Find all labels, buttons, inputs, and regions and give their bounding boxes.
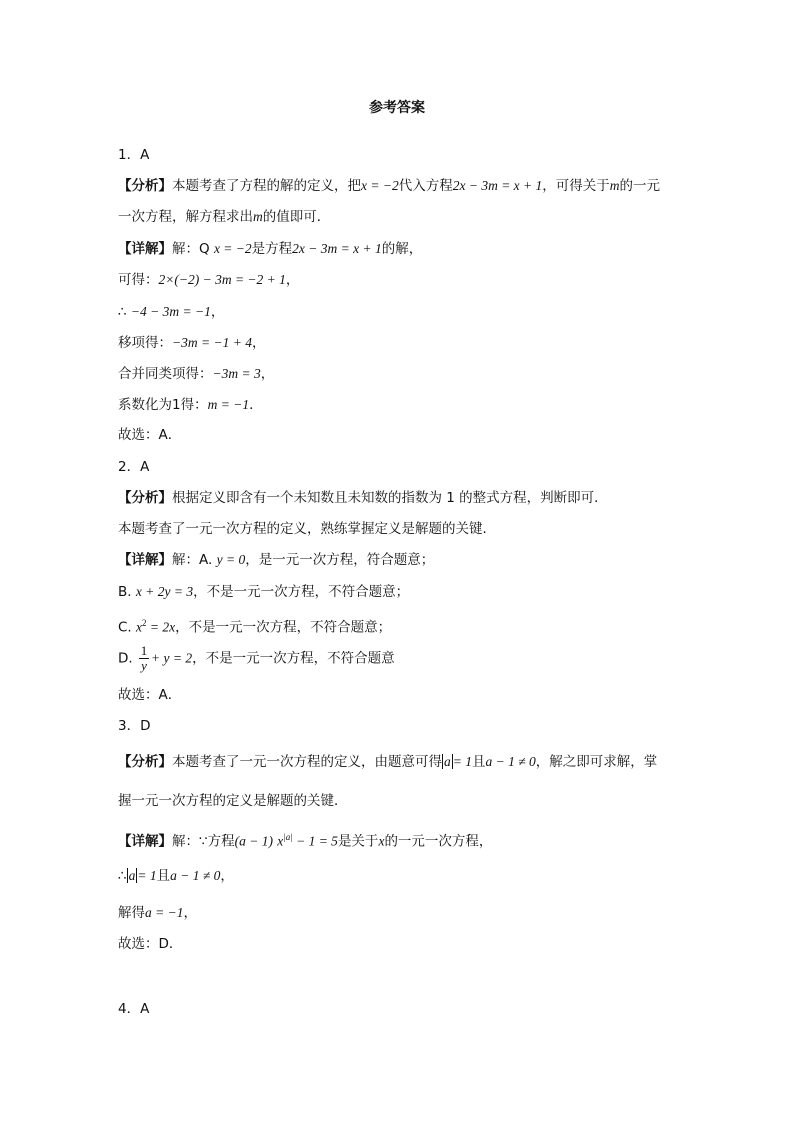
q4-head: 4．A	[118, 1001, 150, 1017]
q2-choice: 故选：A．	[118, 687, 182, 703]
q3-detail: 【详解】解：∵方程(a − 1) $x^{|a|} - 1 = 5$是关于x的一元一次方程，	[118, 832, 493, 850]
analysis-tag: 【分析】	[118, 178, 172, 194]
detail-tag: 【详解】	[118, 833, 172, 850]
q1-head: 1．A	[118, 147, 150, 163]
q1-analysis: 【分析】本题考查了方程的解的定义，把x = −2代入方程2x − 3m = x + 1，可得关于m的一元	[118, 178, 661, 194]
q3-choice: 故选：D．	[118, 936, 183, 952]
q2-option-d: D. $\frac{1}{y}$ + y = 2，不是一元一次方程，不符合题意	[118, 643, 395, 673]
q2-option-b: B. x + 2y = 3，不是一元一次方程，不符合题意；	[118, 584, 410, 600]
q1-step-2: ∴ −4 − 3m = −1，	[118, 304, 225, 320]
analysis-tag: 【分析】	[118, 754, 172, 770]
q3-step-1: ∴ a = 1且a − 1 ≠ 0，	[118, 868, 234, 884]
q2-detail-option-a: 【详解】解：A. y = 0，是一元一次方程，符合题意；	[118, 552, 435, 568]
q1-choice: 故选：A．	[118, 427, 182, 443]
page-title: 参考答案	[369, 100, 425, 116]
detail-tag: 【详解】	[118, 241, 172, 257]
q2-option-c: C. $x^2 = 2x$，不是一元一次方程，不符合题意；	[118, 618, 392, 636]
q1-step-5: 系数化为1得：m = −1．	[118, 397, 263, 413]
q3-analysis-cont: 握一元一次方程的定义是解题的关键．	[118, 793, 348, 809]
q2-analysis-cont: 本题考查了一元一次方程的定义，熟练掌握定义是解题的关键．	[118, 521, 496, 537]
q1-step-4: 合并同类项得：−3m = 3，	[118, 366, 275, 382]
q1-step-1: 可得：2×(−2) − 3m = −2 + 1，	[118, 272, 300, 288]
q2-head: 2．A	[118, 459, 150, 475]
analysis-tag: 【分析】	[118, 490, 172, 506]
q3-step-2: 解得a = −1，	[118, 905, 197, 921]
q2-analysis: 【分析】根据定义即含有一个未知数且未知数的指数为 1 的整式方程，判断即可．	[118, 490, 608, 506]
q1-step-3: 移项得：−3m = −1 + 4，	[118, 335, 266, 351]
detail-tag: 【详解】	[118, 552, 172, 568]
q1-detail: 【详解】解：Q x = −2是方程2x − 3m = x + 1的解，	[118, 241, 423, 257]
q3-head: 3．D	[118, 718, 151, 734]
fraction: $\frac{1}{y}$	[140, 643, 148, 673]
q3-analysis: 【分析】本题考查了一元一次方程的定义，由题意可得 a = 1且a − 1 ≠ 0，解之即可求解，掌	[118, 754, 658, 770]
q1-analysis-cont: 一次方程，解方程求出m的值即可．	[118, 209, 331, 225]
